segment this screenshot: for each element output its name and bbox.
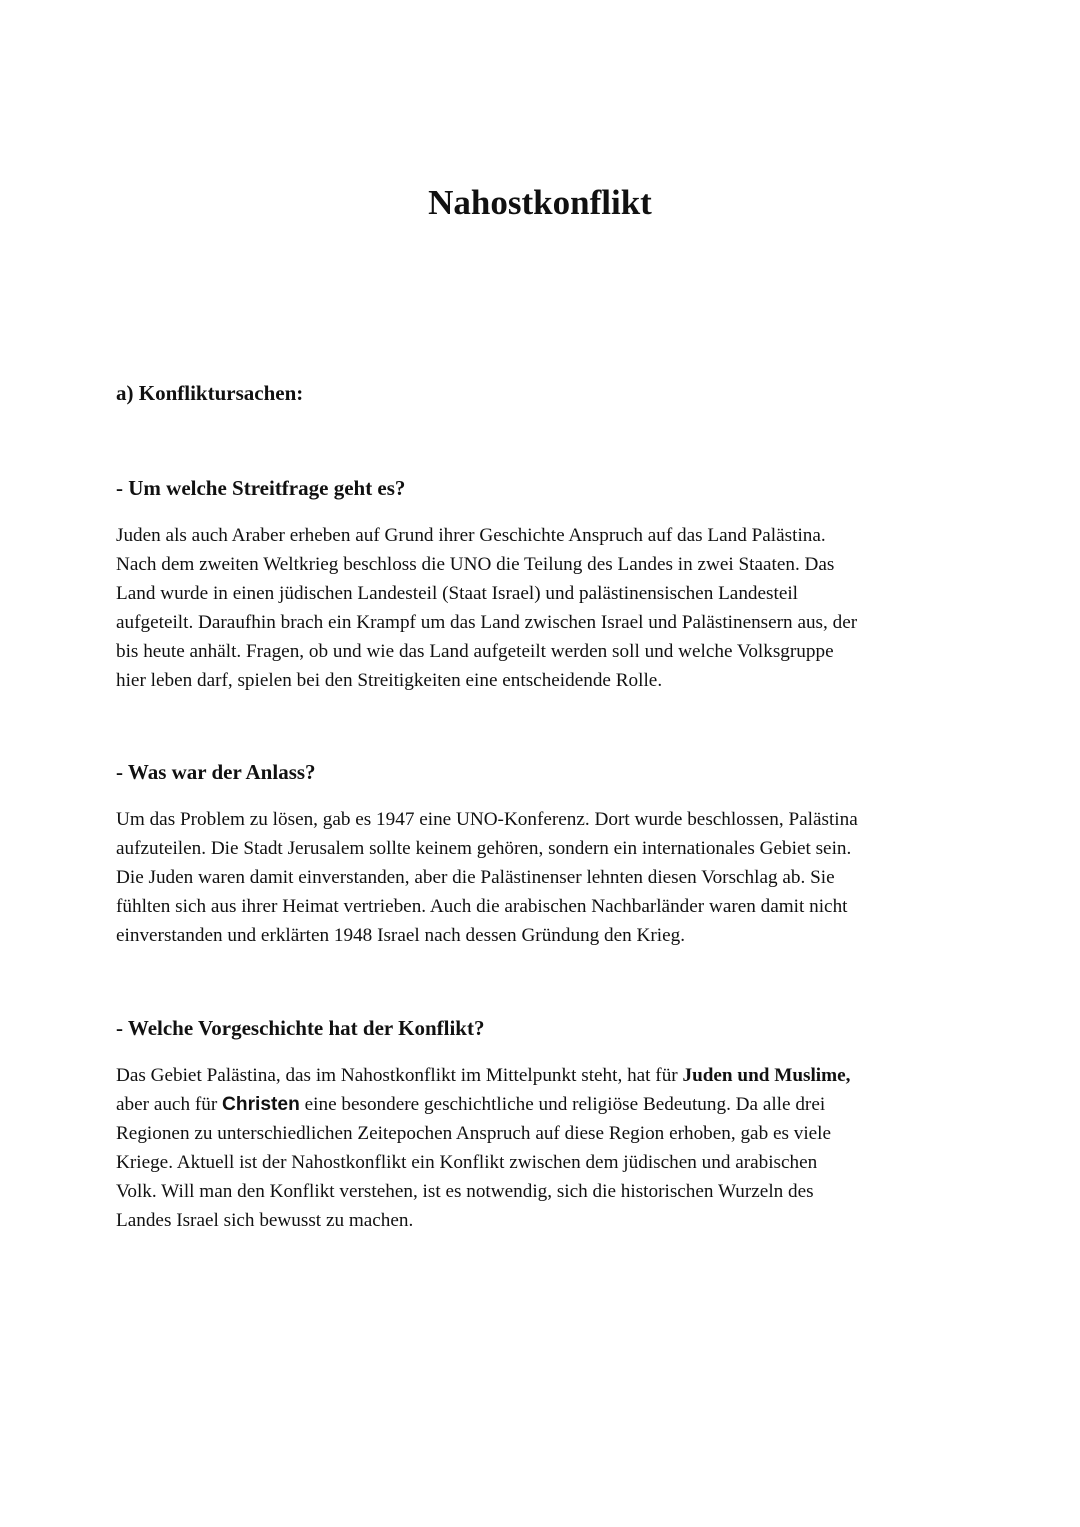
paragraph-anlass (116, 805, 976, 950)
paragraph-line: Um das Problem zu lösen, gab es 1947 eine UNO-Konferenz. Dort wurde beschlossen, Palästina (116, 809, 858, 830)
paragraph-line: fühlten sich aus ihrer Heimat vertrieben. Auch die arabischen Nachbarländer waren damit nicht (116, 896, 848, 917)
question-heading-vorgeschichte: - Welche Vorgeschichte hat der Konflikt? (116, 1016, 485, 1040)
text-run: eine besondere geschichtliche und religiöse Bedeutung. Da alle drei (299, 1094, 826, 1115)
paragraph-streitfrage (116, 521, 976, 695)
paragraph-vorgeschichte (116, 1061, 976, 1235)
paragraph-line: aufgeteilt. Daraufhin brach ein Krampf um das Land zwischen Israel und Palästinensern aus, der (116, 612, 858, 633)
text-run: Das Gebiet Palästina, das im Nahostkonflikt im Mittelpunkt steht, hat für (116, 1065, 683, 1086)
paragraph-line: Nach dem zweiten Weltkrieg beschloss die UNO die Teilung des Landes in zwei Staaten. Das (116, 554, 835, 575)
paragraph-line: Land wurde in einen jüdischen Landesteil (Staat Israel) und palästinensischen Landesteil (116, 583, 798, 604)
page-title: Nahostkonflikt (428, 183, 652, 222)
paragraph-line (116, 1061, 976, 1090)
question-heading-anlass: - Was war der Anlass? (116, 760, 316, 784)
paragraph-line: aufzuteilen. Die Stadt Jerusalem sollte keinem gehören, sondern ein internationales Gebiet sein. (116, 838, 852, 859)
paragraph-line: Volk. Will man den Konflikt verstehen, ist es notwendig, sich die historischen Wurzeln des (116, 1181, 814, 1202)
emphasis-juden-muslime: Juden und Muslime, (682, 1065, 851, 1086)
paragraph-line (116, 1090, 976, 1119)
paragraph-line: bis heute anhält. Fragen, ob und wie das Land aufgeteilt werden soll und welche Volksgruppe (116, 641, 834, 662)
paragraph-line: einverstanden und erklärten 1948 Israel nach dessen Gründung den Krieg. (116, 925, 686, 946)
paragraph-line: Kriege. Aktuell ist der Nahostkonflikt ein Konflikt zwischen dem jüdischen und arabischen (116, 1152, 818, 1173)
emphasis-christen: Christen (222, 1094, 300, 1115)
paragraph-line: Regionen zu unterschiedlichen Zeitepochen Anspruch auf diese Region erhoben, gab es viele (116, 1123, 832, 1144)
paragraph-line: hier leben darf, spielen bei den Streitigkeiten eine entscheidende Rolle. (116, 670, 663, 691)
paragraph-line: Juden als auch Araber erheben auf Grund ihrer Geschichte Anspruch auf das Land Palästina. (116, 525, 826, 546)
section-heading-konfliktursachen: a) Konfliktursachen: (116, 381, 304, 405)
paragraph-line: Landes Israel sich bewusst zu machen. (116, 1210, 414, 1231)
text-run: aber auch für (116, 1094, 222, 1115)
question-heading-streitfrage: - Um welche Streitfrage geht es? (116, 476, 406, 500)
paragraph-line: Die Juden waren damit einverstanden, aber die Palästinenser lehnten diesen Vorschlag ab. Sie (116, 867, 835, 888)
